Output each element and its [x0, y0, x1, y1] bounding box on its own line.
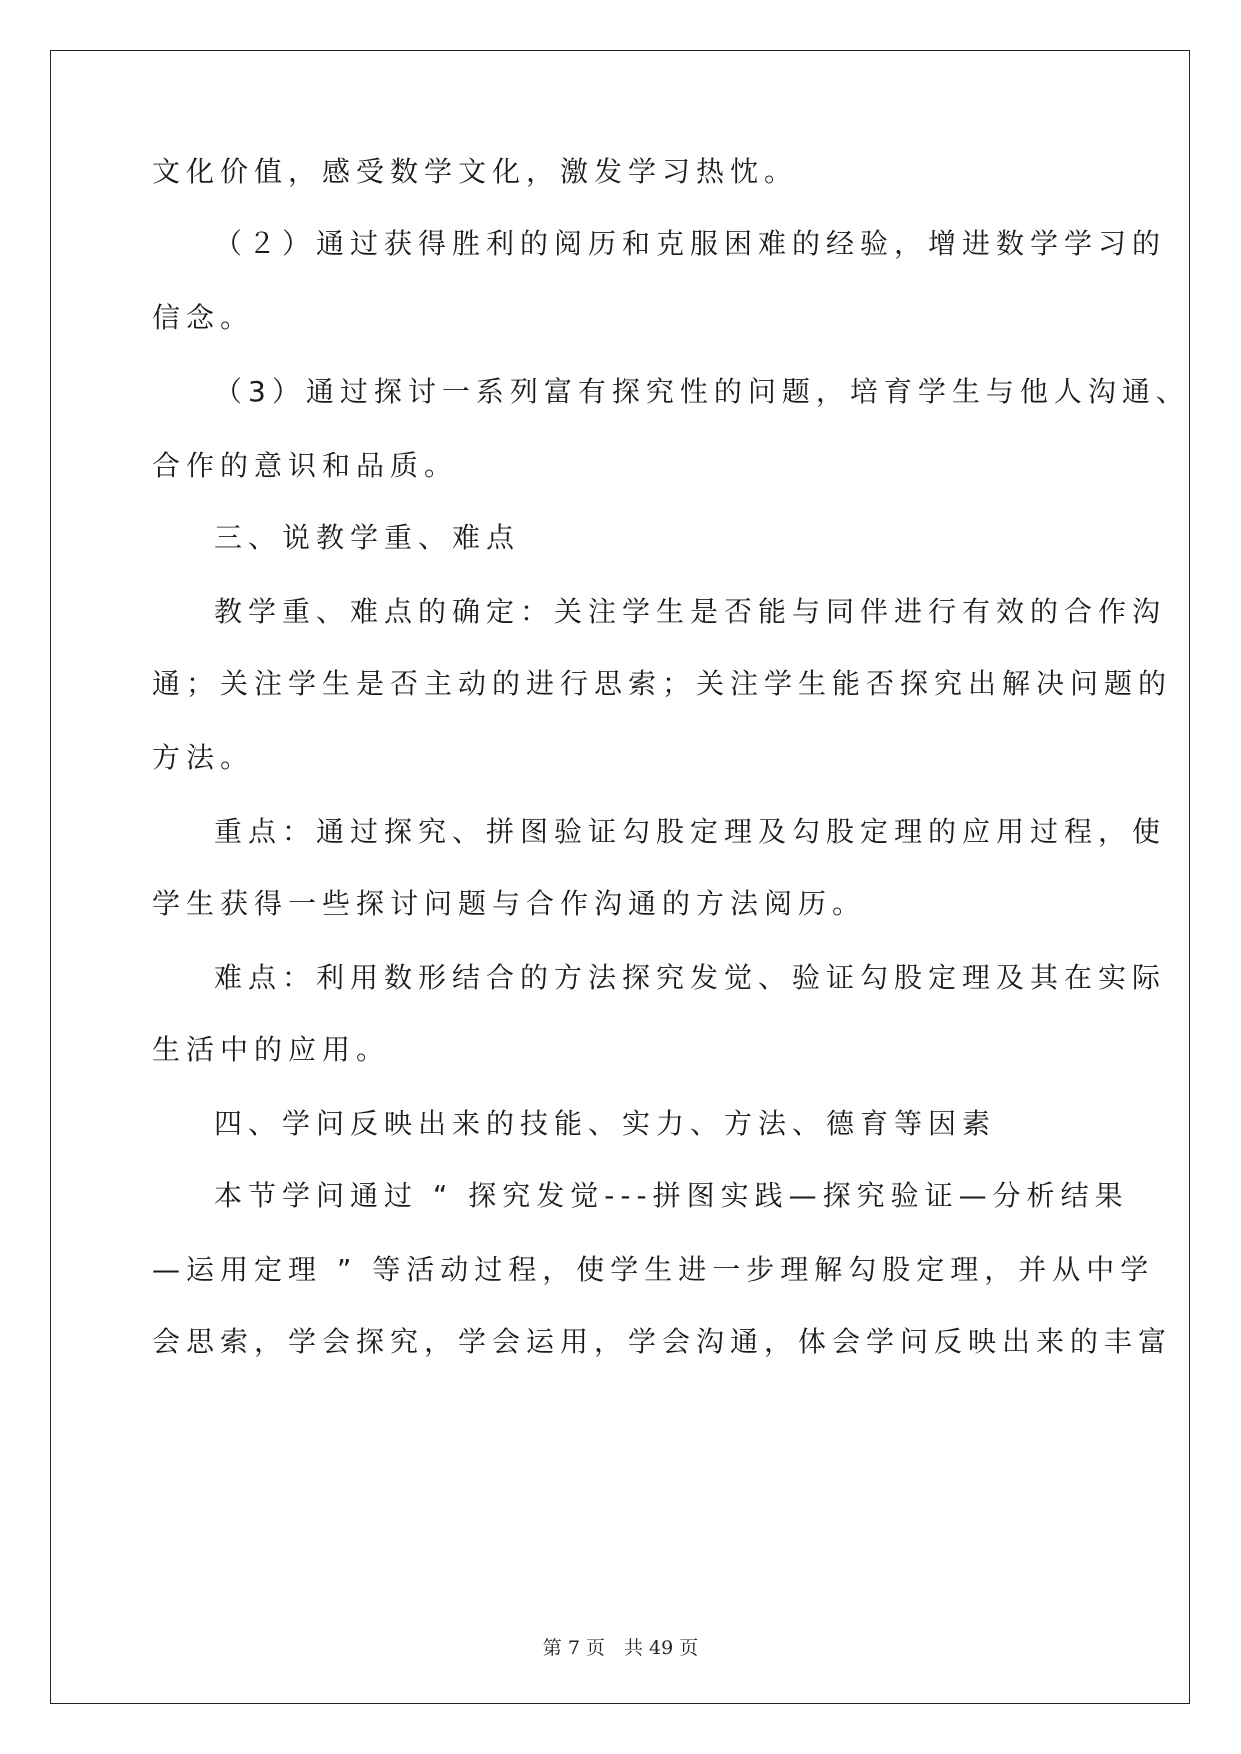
text-line-11: 学生获得一些探讨问题与合作沟通的方法阅历。: [152, 887, 867, 920]
text-line-4: （3）通过探讨一系列富有探究性的问题，培育学生与他人沟通、: [214, 375, 1190, 408]
section-heading-4: 四、学问反映出来的技能、实力、方法、德育等因素: [214, 1107, 997, 1140]
section-heading-3: 三、说教学重、难点: [214, 521, 521, 554]
text-line-2: （２）通过获得胜利的阅历和克服困难的经验，增进数学学习的: [214, 227, 1167, 260]
text-line-16: —运用定理 ” 等活动过程，使学生进一步理解勾股定理，并从中学: [152, 1253, 1155, 1286]
text-line-17: 会思索，学会探究，学会运用，学会沟通，体会学问反映出来的丰富: [152, 1325, 1173, 1358]
text-line-10: 重点：通过探究、拼图验证勾股定理及勾股定理的应用过程，使: [214, 815, 1167, 848]
text-line-8: 通；关注学生是否主动的进行思索；关注学生能否探究出解决问题的: [152, 667, 1173, 700]
text-line-7: 教学重、难点的确定：关注学生是否能与同伴进行有效的合作沟: [214, 595, 1167, 628]
text-line-3: 信念。: [152, 301, 255, 334]
text-line-5: 合作的意识和品质。: [152, 449, 459, 482]
text-line-13: 生活中的应用。: [152, 1033, 391, 1066]
text-line-9: 方法。: [152, 741, 255, 774]
text-line-12: 难点：利用数形结合的方法探究发觉、验证勾股定理及其在实际: [214, 961, 1167, 994]
page-number-footer: 第 7 页 共 49 页: [542, 1637, 699, 1659]
text-line-1: 文化价值，感受数学文化，激发学习热忱。: [152, 155, 799, 188]
text-line-15: 本节学问通过 “ 探究发觉---拼图实践—探究验证—分析结果: [214, 1179, 1129, 1212]
